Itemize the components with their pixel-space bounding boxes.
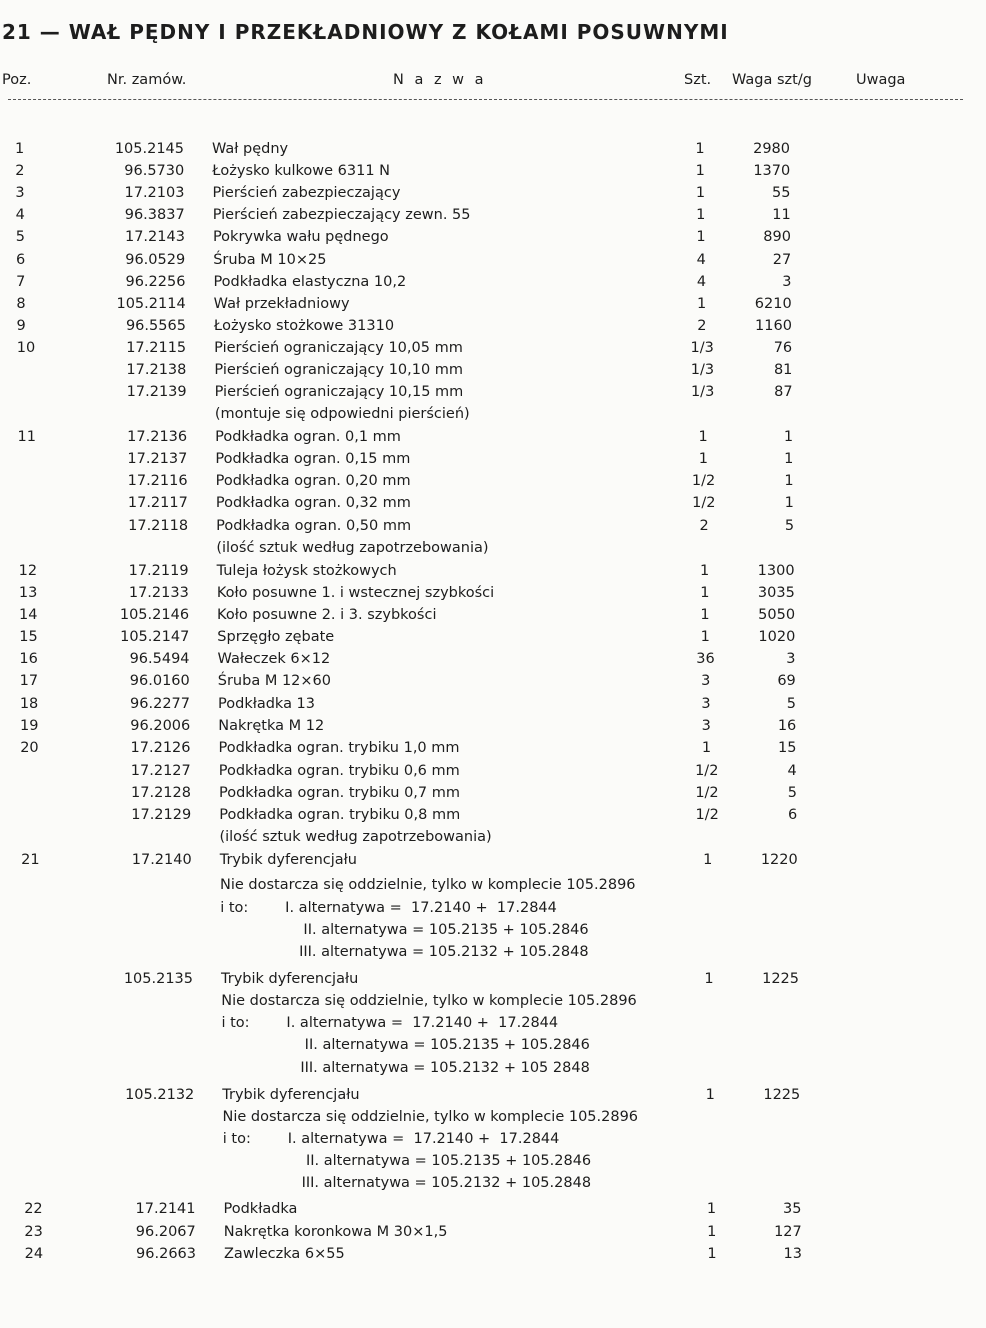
part-name: Sprzęgło zębate <box>217 629 335 645</box>
part-weight: 4 <box>787 763 797 779</box>
part-order-number: 17.2118 <box>128 518 189 534</box>
part-quantity: 4 <box>696 252 706 268</box>
part-row <box>0 185 986 207</box>
part-position: 8 <box>16 296 26 312</box>
part-quantity: 1/2 <box>695 763 719 779</box>
column-header-nr: Nr. zamów. <box>107 72 187 88</box>
part-name: Wał pędny <box>212 141 289 157</box>
part-row <box>0 852 986 874</box>
column-header-szt: Szt. <box>684 72 712 88</box>
part-row <box>0 252 986 274</box>
part-order-number: 105.2147 <box>120 629 190 645</box>
part-name: Pierścień ograniczający 10,10 mm <box>214 362 464 378</box>
part-row <box>0 518 986 540</box>
part-weight: 1 <box>784 495 794 511</box>
part-order-number: 17.2119 <box>128 563 189 579</box>
part-quantity: 4 <box>696 274 707 290</box>
part-position: 18 <box>19 696 39 712</box>
part-quantity: 1 <box>706 1201 717 1217</box>
part-position: 20 <box>20 740 39 756</box>
part-order-number: 96.2067 <box>135 1224 196 1240</box>
part-row <box>0 1201 986 1223</box>
part-quantity: 1/2 <box>691 473 716 489</box>
part-name: Trybik dyferencjału <box>221 971 359 987</box>
part-name: Wałeczek 6×12 <box>217 651 331 667</box>
part-quantity: 1/3 <box>690 362 715 378</box>
part-row <box>0 1037 986 1059</box>
part-name: Tuleja łożysk stożkowych <box>216 563 397 579</box>
part-row <box>0 585 986 607</box>
part-row <box>0 1246 986 1268</box>
part-weight: 5 <box>786 696 797 712</box>
part-position: 1 <box>15 141 25 157</box>
part-quantity: 1 <box>705 1087 715 1103</box>
part-order-number: 17.2128 <box>131 785 191 801</box>
part-name: Wał przekładniowy <box>213 296 350 312</box>
part-row <box>0 384 986 406</box>
column-header-waga: Waga szt/g <box>732 72 812 88</box>
part-row <box>0 829 986 851</box>
part-name: Pokrywka wału pędnego <box>212 229 389 245</box>
part-name: Nie dostarcza się oddzielnie, tylko w komplecie 105.2896 <box>222 1109 639 1125</box>
part-name: Łożysko kulkowe 6311 N <box>212 163 391 179</box>
part-weight: 1 <box>784 451 794 467</box>
part-name: Podkładka ogran. 0,1 mm <box>215 429 401 445</box>
part-quantity: 1 <box>696 207 706 223</box>
part-order-number: 17.2143 <box>124 229 185 245</box>
part-row <box>0 971 986 993</box>
part-name: Podkładka elastyczna 10,2 <box>213 274 407 290</box>
part-quantity: 1 <box>700 607 710 623</box>
part-position: 7 <box>16 274 26 290</box>
part-position: 13 <box>18 585 38 601</box>
part-quantity: 1 <box>698 429 708 445</box>
part-row <box>0 944 986 966</box>
part-quantity: 1/3 <box>690 384 715 400</box>
part-name: II. alternatywa = 105.2135 + 105.2846 <box>220 922 589 938</box>
part-weight: 3 <box>782 274 792 290</box>
part-name: III. alternatywa = 105.2132 + 105 2848 <box>221 1060 590 1076</box>
part-weight: 87 <box>774 384 793 400</box>
part-order-number: 96.2277 <box>130 696 191 712</box>
part-row <box>0 1175 986 1197</box>
part-order-number: 17.2140 <box>131 852 192 868</box>
column-header-poz: Poz. <box>2 72 32 88</box>
part-weight: 127 <box>774 1224 802 1240</box>
part-weight: 81 <box>773 362 793 378</box>
part-order-number: 17.2138 <box>126 362 187 378</box>
column-header-nazwa: N a z w a <box>393 72 487 88</box>
part-weight: 5 <box>787 785 797 801</box>
part-name: Podkładka ogran. 0,32 mm <box>215 495 411 511</box>
part-position: 15 <box>19 629 38 645</box>
part-row <box>0 607 986 629</box>
part-row <box>0 1087 986 1109</box>
part-name: Pierścień ograniczający 10,05 mm <box>214 340 463 356</box>
part-quantity: 3 <box>701 673 711 689</box>
part-weight: 76 <box>773 340 793 356</box>
part-row <box>0 993 986 1015</box>
part-quantity: 1 <box>701 740 712 756</box>
part-row <box>0 785 986 807</box>
part-row <box>0 451 986 473</box>
part-position: 5 <box>15 229 25 245</box>
part-weight: 1 <box>783 429 794 445</box>
part-order-number: 17.2116 <box>127 473 188 489</box>
part-name: (ilość sztuk według zapotrzebowania) <box>219 829 492 845</box>
part-row <box>0 318 986 340</box>
part-order-number: 105.2132 <box>125 1087 195 1103</box>
part-weight: 5 <box>784 518 795 534</box>
part-row <box>0 740 986 762</box>
part-name: III. alternatywa = 105.2132 + 105.2848 <box>220 944 589 960</box>
part-weight: 6210 <box>754 296 792 312</box>
part-name: Koło posuwne 2. i 3. szybkości <box>217 607 437 623</box>
part-row <box>0 1224 986 1246</box>
part-name: (montuje się odpowiedni pierścień) <box>214 406 470 422</box>
part-name: Pierścień ograniczający 10,15 mm <box>214 384 464 400</box>
part-position: 16 <box>19 651 38 667</box>
part-order-number: 17.2141 <box>135 1201 196 1217</box>
part-name: Zawleczka 6×55 <box>224 1246 345 1262</box>
part-name: Pierścień zabezpieczający zewn. 55 <box>212 207 471 223</box>
part-row <box>0 1153 986 1175</box>
part-quantity: 1 <box>707 1224 717 1240</box>
part-row <box>0 495 986 517</box>
part-position: 23 <box>24 1224 43 1240</box>
part-order-number: 17.2103 <box>124 185 185 201</box>
part-weight: 890 <box>763 229 791 245</box>
part-weight: 1225 <box>762 971 799 987</box>
part-position: 2 <box>15 163 25 179</box>
part-row <box>0 763 986 785</box>
part-quantity: 1 <box>699 563 710 579</box>
part-name: (ilość sztuk według zapotrzebowania) <box>216 540 489 556</box>
part-row <box>0 540 986 562</box>
part-weight: 1370 <box>753 163 791 179</box>
part-order-number: 17.2129 <box>131 807 192 823</box>
part-name: i to: I. alternatywa = 17.2140 + 17.2844 <box>220 900 557 916</box>
part-position: 4 <box>15 207 25 223</box>
part-order-number: 105.2135 <box>123 971 193 987</box>
part-weight: 15 <box>778 740 797 756</box>
part-order-number: 105.2114 <box>116 296 186 312</box>
part-weight: 1 <box>784 473 794 489</box>
part-order-number: 96.5494 <box>129 651 190 667</box>
part-weight: 1300 <box>757 563 795 579</box>
part-row <box>0 673 986 695</box>
part-quantity: 1 <box>704 971 714 987</box>
part-position: 3 <box>15 185 25 201</box>
part-row <box>0 877 986 899</box>
part-name: Śruba M 10×25 <box>213 252 327 268</box>
part-row <box>0 922 986 944</box>
part-name: Śruba M 12×60 <box>217 673 331 689</box>
part-quantity: 1 <box>695 163 705 179</box>
part-row <box>0 163 986 185</box>
part-row <box>0 696 986 718</box>
part-name: Nie dostarcza się oddzielnie, tylko w komplecie 105.2896 <box>221 993 637 1009</box>
part-row <box>0 362 986 384</box>
part-row <box>0 651 986 673</box>
part-quantity: 1/2 <box>695 807 719 823</box>
part-quantity: 1 <box>703 852 713 868</box>
part-order-number: 96.0160 <box>129 673 190 689</box>
part-weight: 5050 <box>758 607 796 623</box>
part-row <box>0 1109 986 1131</box>
part-order-number: 96.3837 <box>124 207 185 223</box>
part-position: 9 <box>16 318 26 334</box>
part-name: i to: I. alternatywa = 17.2140 + 17.2844 <box>222 1131 560 1147</box>
part-position: 24 <box>24 1246 44 1262</box>
part-quantity: 1 <box>695 185 706 201</box>
part-name: Podkładka <box>223 1201 298 1217</box>
part-quantity: 1 <box>698 451 708 467</box>
part-quantity: 1/2 <box>695 785 719 801</box>
part-name: Podkładka ogran. 0,50 mm <box>216 518 412 534</box>
part-row <box>0 207 986 229</box>
part-position: 12 <box>18 563 38 579</box>
part-row <box>0 406 986 428</box>
part-weight: 1220 <box>760 852 798 868</box>
part-weight: 1160 <box>755 318 792 334</box>
part-quantity: 1 <box>697 296 707 312</box>
part-name: Podkładka ogran. trybiku 0,7 mm <box>218 785 460 801</box>
part-row <box>0 473 986 495</box>
part-weight: 6 <box>787 807 798 823</box>
part-name: Podkładka ogran. trybiku 0,6 mm <box>218 763 460 779</box>
column-header-uwaga: Uwaga <box>856 72 906 88</box>
part-row <box>0 563 986 585</box>
part-name: Podkładka ogran. trybiku 1,0 mm <box>218 740 460 756</box>
part-weight: 55 <box>772 185 791 201</box>
part-name: Nakrętka M 12 <box>218 718 325 734</box>
part-weight: 1020 <box>758 629 796 645</box>
part-order-number: 17.2126 <box>130 740 191 756</box>
part-name: Łożysko stożkowe 31310 <box>213 318 395 334</box>
part-position: 6 <box>15 252 26 268</box>
part-name: Podkładka ogran. trybiku 0,8 mm <box>219 807 461 823</box>
part-order-number: 17.2115 <box>126 340 187 356</box>
part-weight: 11 <box>772 207 791 223</box>
part-weight: 27 <box>772 252 792 268</box>
part-weight: 13 <box>783 1246 802 1262</box>
part-order-number: 17.2137 <box>127 451 188 467</box>
part-quantity: 36 <box>696 651 715 667</box>
part-quantity: 3 <box>701 696 711 712</box>
part-name: Nakrętka koronkowa M 30×1,5 <box>223 1224 448 1240</box>
part-row <box>0 900 986 922</box>
part-weight: 1225 <box>763 1087 801 1103</box>
part-order-number: 17.2139 <box>126 384 187 400</box>
part-quantity: 1/2 <box>692 495 716 511</box>
part-order-number: 17.2133 <box>128 585 189 601</box>
part-order-number: 17.2117 <box>127 495 188 511</box>
part-position: 19 <box>20 718 39 734</box>
part-order-number: 17.2136 <box>127 429 188 445</box>
part-quantity: 1 <box>695 141 705 157</box>
part-row <box>0 629 986 651</box>
part-order-number: 96.2256 <box>125 274 186 290</box>
part-quantity: 1 <box>700 585 710 601</box>
part-name: III. alternatywa = 105.2132 + 105.2848 <box>223 1175 592 1191</box>
part-order-number: 96.2006 <box>130 718 191 734</box>
part-row <box>0 229 986 251</box>
part-weight: 2980 <box>753 141 790 157</box>
part-name: II. alternatywa = 105.2135 + 105.2846 <box>222 1153 592 1169</box>
part-position: 11 <box>17 429 36 445</box>
part-weight: 3 <box>786 651 796 667</box>
part-quantity: 2 <box>697 318 707 334</box>
part-quantity: 1 <box>700 629 710 645</box>
part-position: 22 <box>24 1201 43 1217</box>
part-order-number: 96.0529 <box>125 252 186 268</box>
part-name: Nie dostarcza się oddzielnie, tylko w komplecie 105.2896 <box>219 877 636 893</box>
part-name: Trybik dyferencjału <box>219 852 357 868</box>
part-name: i to: I. alternatywa = 17.2140 + 17.2844 <box>221 1015 559 1031</box>
part-row <box>0 141 986 163</box>
part-position: 17 <box>19 673 39 689</box>
part-quantity: 1/3 <box>690 340 714 356</box>
part-weight: 16 <box>777 718 797 734</box>
part-weight: 35 <box>783 1201 802 1217</box>
part-row <box>0 274 986 296</box>
part-order-number: 96.5565 <box>125 318 186 334</box>
part-order-number: 96.5730 <box>124 163 185 179</box>
part-position: 21 <box>21 852 40 868</box>
part-weight: 69 <box>777 673 796 689</box>
part-order-number: 105.2146 <box>119 607 190 623</box>
part-row <box>0 718 986 740</box>
part-name: Trybik dyferencjału <box>222 1087 360 1103</box>
part-quantity: 3 <box>701 718 711 734</box>
part-row <box>0 1015 986 1037</box>
part-row <box>0 1060 986 1082</box>
part-order-number: 105.2145 <box>114 141 184 157</box>
part-row <box>0 340 986 362</box>
part-position: 10 <box>16 340 36 356</box>
part-name: Pierścień zabezpieczający <box>212 185 401 201</box>
part-quantity: 1 <box>707 1246 717 1262</box>
part-row <box>0 296 986 318</box>
part-row <box>0 429 986 451</box>
part-name: Koło posuwne 1. i wstecznej szybkości <box>216 585 495 601</box>
part-position: 14 <box>19 607 38 623</box>
part-weight: 3035 <box>757 585 795 601</box>
part-quantity: 1 <box>696 229 706 245</box>
part-name: Podkładka ogran. 0,20 mm <box>215 473 411 489</box>
part-order-number: 96.2663 <box>136 1246 196 1262</box>
part-quantity: 2 <box>699 518 709 534</box>
part-name: Podkładka 13 <box>218 696 316 712</box>
part-row <box>0 807 986 829</box>
part-order-number: 17.2127 <box>130 763 191 779</box>
part-name: Podkładka ogran. 0,15 mm <box>215 451 411 467</box>
part-row <box>0 1131 986 1153</box>
part-name: II. alternatywa = 105.2135 + 105.2846 <box>221 1037 590 1053</box>
page-title: 21 — WAŁ PĘDNY I PRZEKŁADNIOWY Z KOŁAMI POSUWNYMI <box>2 20 729 44</box>
